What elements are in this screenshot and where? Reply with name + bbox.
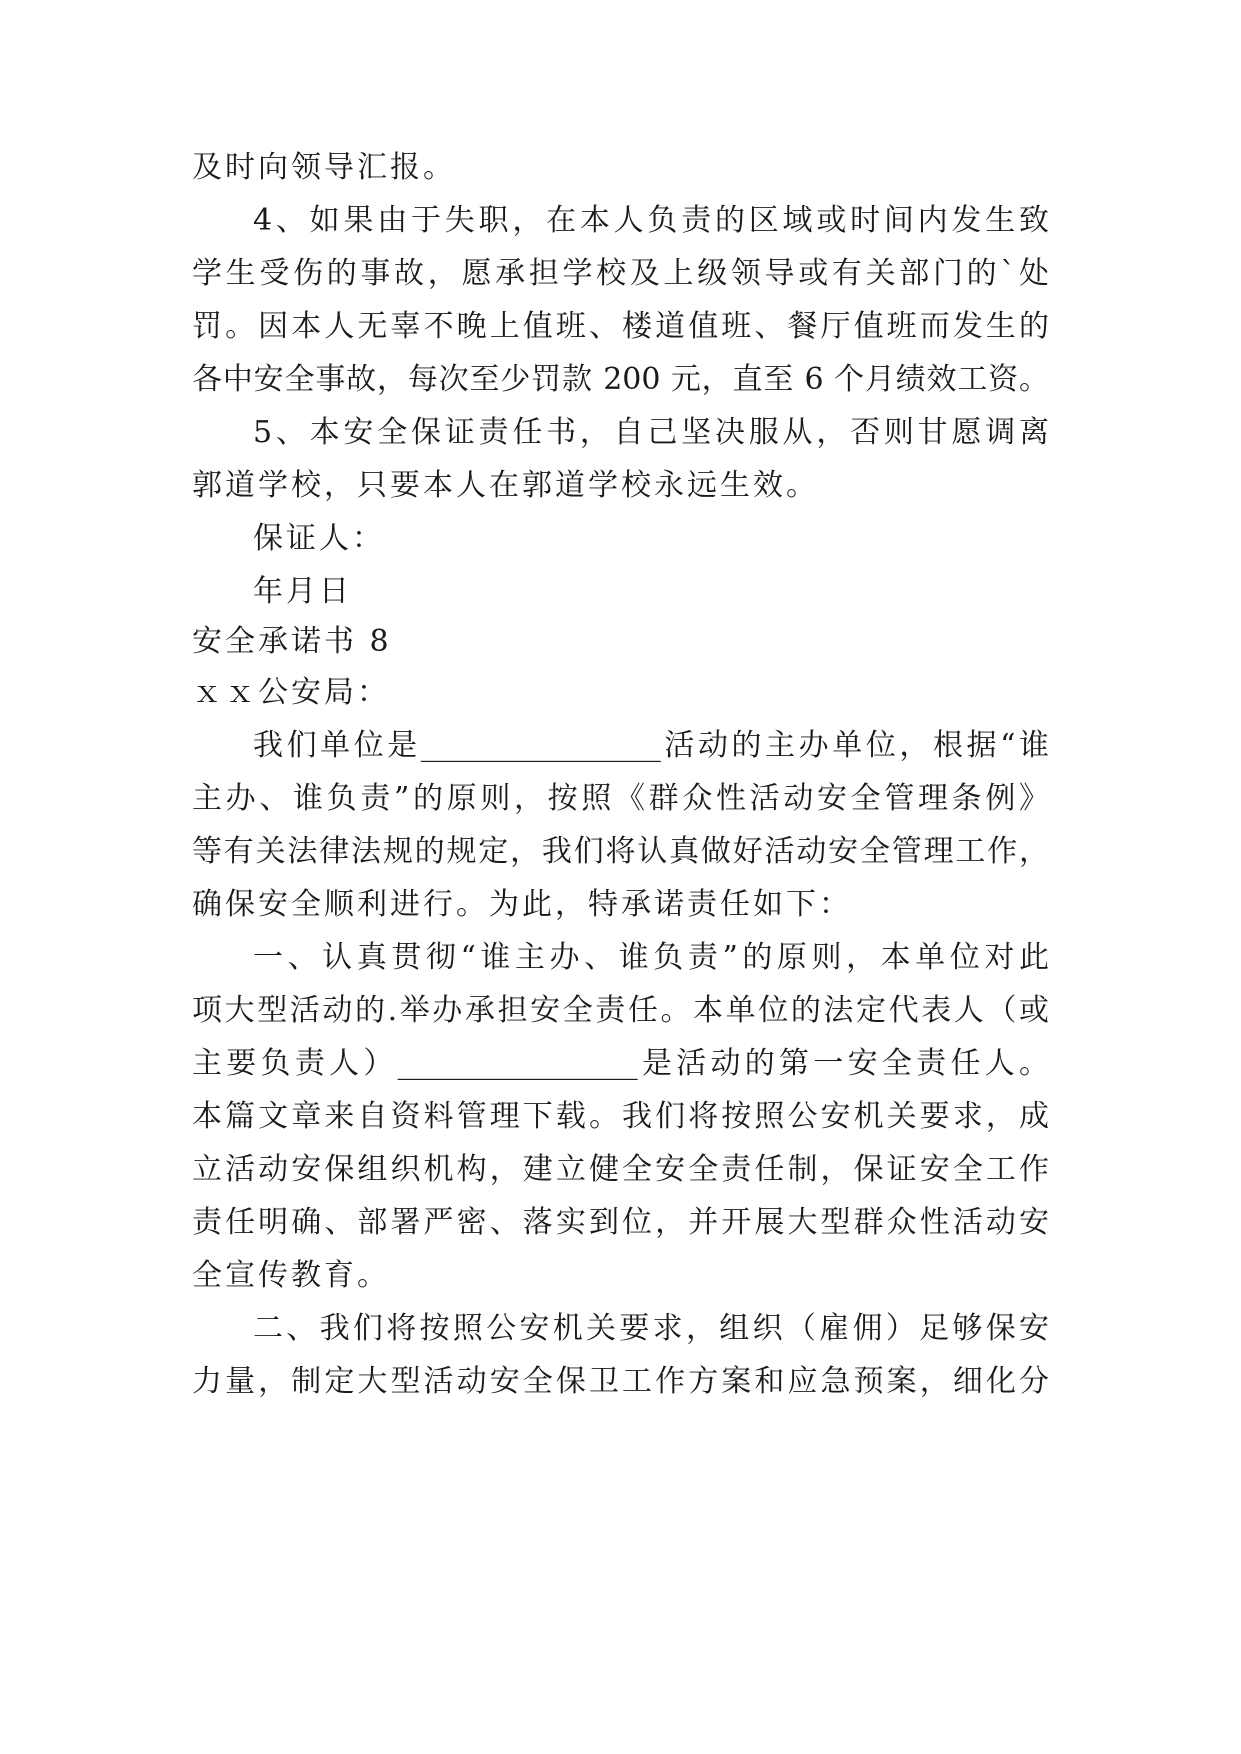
signature-label: 保证人： bbox=[253, 521, 385, 556]
text-line: 一、认真贯彻“谁主办、谁负责”的原则，本单位对此 bbox=[253, 940, 1049, 975]
text-line: 罚。因本人无辜不晚上值班、楼道值班、餐厅值班而发生的 bbox=[192, 309, 1049, 344]
text-line: 二、我们将按照公安机关要求，组织（雇佣）足够保安 bbox=[253, 1311, 1049, 1346]
text-line: 5、本安全保证责任书，自己坚决服从，否则甘愿调离 bbox=[253, 415, 1049, 450]
text-line: 学生受伤的事故，愿承担学校及上级领导或有关部门的`处 bbox=[192, 256, 1049, 291]
text-line: 等有关法律法规的规定，我们将认真做好活动安全管理工作， bbox=[192, 834, 1049, 869]
date-label: 年月日 bbox=[253, 574, 352, 609]
text-line: 全宣传教育。 bbox=[192, 1258, 390, 1293]
addressee: ｘｘ公安局： bbox=[192, 675, 390, 710]
text-line: 立活动安保组织机构，建立健全安全责任制，保证安全工作 bbox=[192, 1152, 1049, 1187]
text-line: 本篇文章来自资料管理下载。我们将按照公安机关要求，成 bbox=[192, 1099, 1049, 1134]
text-line: 主要负责人）________________是活动的第一安全责任人。 bbox=[192, 1046, 1049, 1081]
text-line: 及时向领导汇报。 bbox=[192, 150, 456, 185]
text-line: 确保安全顺利进行。为此，特承诺责任如下： bbox=[192, 887, 852, 922]
text-line: 责任明确、部署严密、落实到位，并开展大型群众性活动安 bbox=[192, 1205, 1049, 1240]
text-line: 我们单位是________________活动的主办单位，根据“谁 bbox=[253, 728, 1049, 763]
text-line: 各中安全事故，每次至少罚款 200 元，直至 6 个月绩效工资。 bbox=[192, 362, 1049, 397]
text-line: 项大型活动的.举办承担安全责任。本单位的法定代表人（或 bbox=[192, 993, 1049, 1028]
text-line: 4、如果由于失职，在本人负责的区域或时间内发生致 bbox=[253, 203, 1049, 238]
text-line: 郭道学校，只要本人在郭道学校永远生效。 bbox=[192, 468, 819, 503]
section-title: 安全承诺书 8 bbox=[192, 624, 392, 659]
text-line: 力量，制定大型活动安全保卫工作方案和应急预案，细化分 bbox=[192, 1364, 1049, 1399]
text-line: 主办、谁负责”的原则，按照《群众性活动安全管理条例》 bbox=[192, 781, 1049, 816]
